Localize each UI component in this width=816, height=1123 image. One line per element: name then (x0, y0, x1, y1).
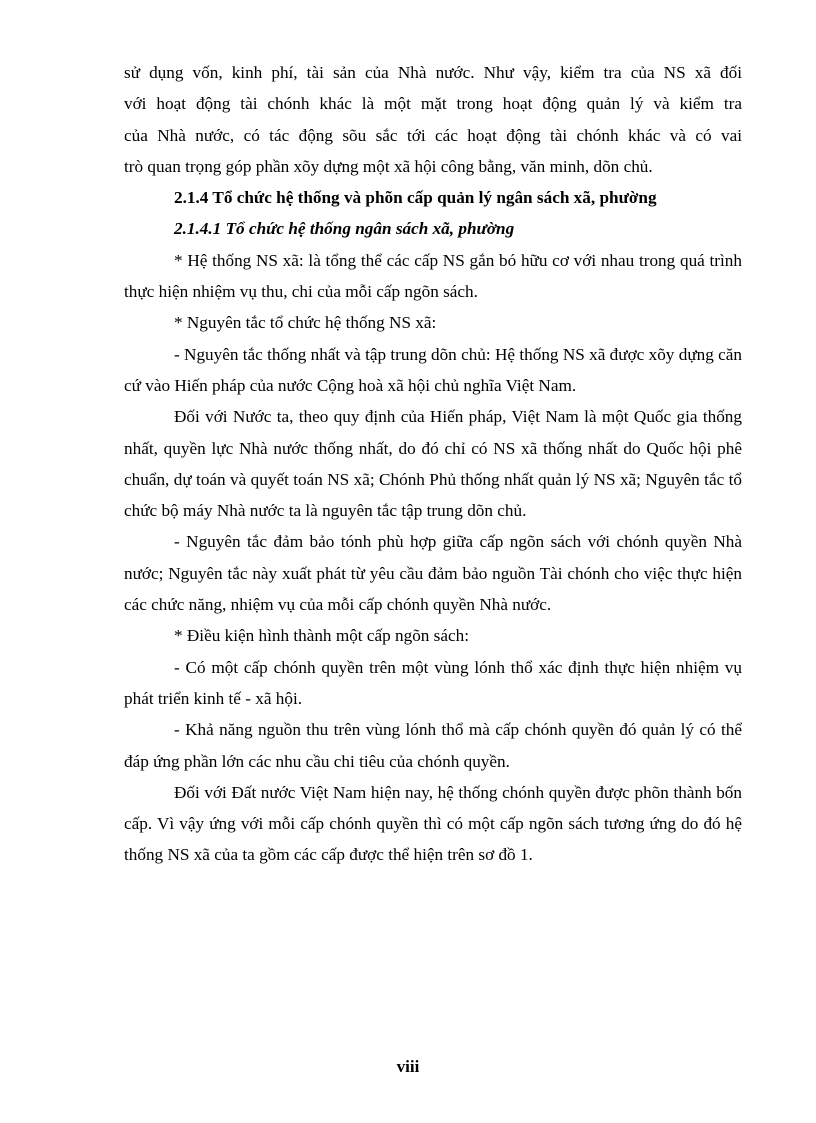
subsection-heading: 2.1.4.1 Tổ chức hệ thống ngân sách xã, phường (174, 219, 515, 239)
paragraph-system-definition: * Hệ thống NS xã: là tổng thể các cấp NS gắn bó hữu cơ với nhau trong quá trình thực hiện nhiệm vụ thu, chi của mỗi cấp ngõn sách. (124, 250, 742, 302)
paragraph-four-levels: Đối với Đất nước Việt Nam hiện nay, hệ thống chónh quyền được phõn thành bốn cấp. Vì vậy ứng với mỗi cấp chónh quyền thì có một cấp ngõn sách tương ứng do đó hệ thống NS xã của ta gồm các cấp được thể hiện trên sơ đồ 1. (124, 782, 742, 865)
document-page (124, 57, 742, 871)
paragraph-principle-suitability: - Nguyên tắc đảm bảo tónh phù hợp giữa cấp ngõn sách với chónh quyền Nhà nước; Nguyên tắc này xuất phát từ yêu cầu đảm bảo nguồn Tài chónh cho việc thực hiện các chức năng, nhiệm vụ của mỗi cấp chónh quyền Nhà nước. (124, 532, 742, 615)
paragraph-principle-unity: - Nguyên tắc thống nhất và tập trung dõn chủ: Hệ thống NS xã được xõy dựng căn cứ vào Hiến pháp của nước Cộng hoà xã hội chủ nghĩa Việt Nam. (124, 344, 742, 395)
paragraph-constitution: Đối với Nước ta, theo quy định của Hiến pháp, Việt Nam là một Quốc gia thống nhất, quyền lực Nhà nước thống nhất, do đó chỉ có NS xã thống nhất do Quốc hội phê chuẩn, dự toán và quyết toán NS xã; Chónh Phủ thống nhất quản lý NS xã; Nguyên tắc tổ chức bộ máy Nhà nước ta là nguyên tắc tập trung dõn chủ. (124, 407, 742, 521)
paragraph-condition-revenue: - Khả năng nguồn thu trên vùng lónh thổ mà cấp chónh quyền đó quản lý có thể đáp ứng phần lớn các nhu cầu chi tiêu của chónh quyền. (124, 720, 742, 771)
section-heading: 2.1.4 Tổ chức hệ thống và phõn cấp quản lý ngân sách xã, phường (174, 188, 657, 208)
continuation-line-3: của Nhà nước, có tác động sõu sắc tới các hoạt động tài chónh khác và có vai (124, 125, 742, 145)
paragraph-conditions-heading: * Điều kiện hình thành một cấp ngõn sách: (174, 626, 469, 646)
continuation-line-1: sử dụng vốn, kinh phí, tài sản của Nhà nước. Như vậy, kiểm tra của NS xã đối (124, 63, 742, 82)
continuation-line-4: trò quan trọng góp phần xõy dựng một xã hội công bằng, văn minh, dõn chủ. (124, 156, 653, 176)
paragraph-condition-government: - Có một cấp chónh quyền trên một vùng lónh thổ xác định thực hiện nhiệm vụ phát triển kinh tế - xã hội. (124, 657, 742, 708)
paragraph-principles-heading: * Nguyên tắc tổ chức hệ thống NS xã: (174, 313, 437, 333)
page-number: viii (396, 1057, 420, 1076)
continuation-line-2: với hoạt động tài chónh khác là một mặt trong hoạt động quản lý và kiểm tra (124, 94, 742, 114)
